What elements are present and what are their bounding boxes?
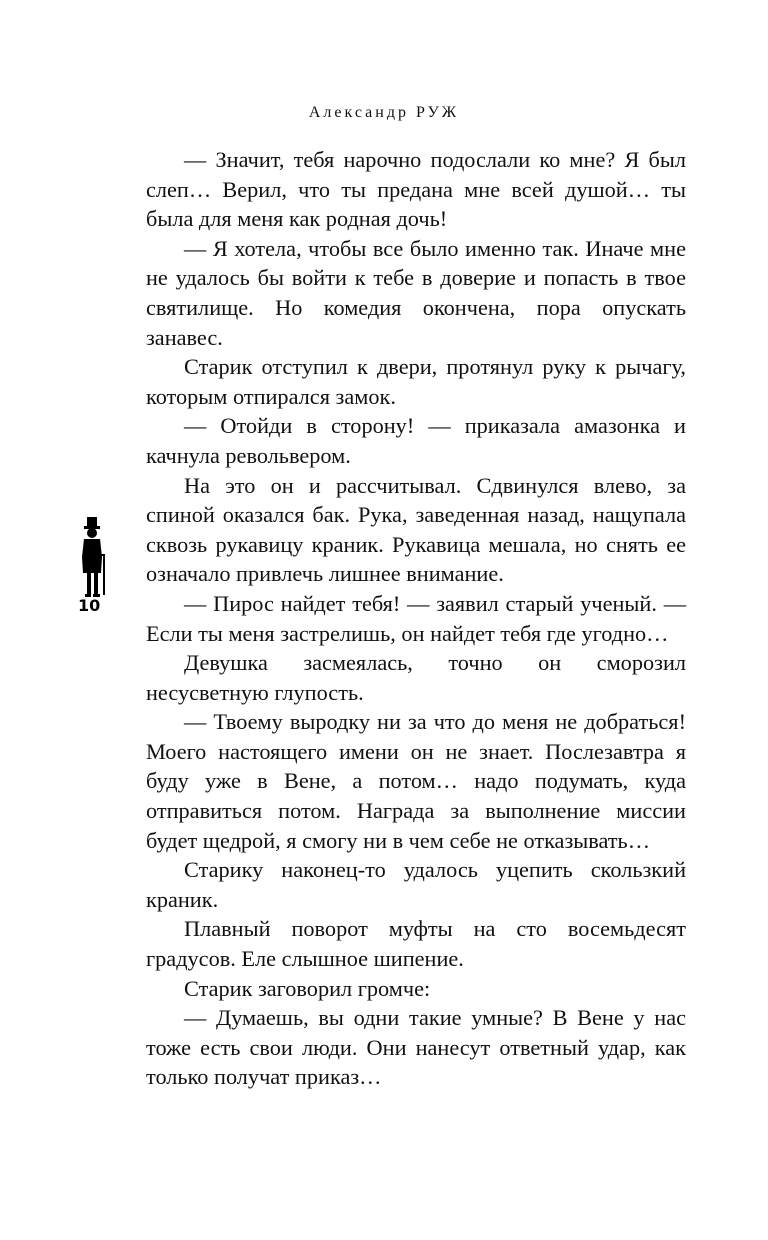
paragraph: Старик заговорил громче:	[184, 975, 431, 1001]
paragraph: — Отойди в сторону! — приказала амазонка и качнула револьвером.	[146, 413, 686, 468]
page-number: 10	[78, 596, 101, 615]
paragraph: — Твоему выродку ни за что до меня не добраться! Моего настоящего имени он не знает. Послезавтра я буду уже в Вене, а потом… надо подумать, куда отправиться потом. Награда за выполнение миссии будет щедрой, я смогу ни в чем себе не отказывать…	[146, 709, 686, 853]
paragraph: Девушка засмеялась, точно он сморозил несусветную глупость.	[146, 650, 686, 705]
paragraph: На это он и рассчитывал. Сдвинулся влево, за спиной оказался бак. Рука, заведенная назад, нащупала сквозь рукавицу краник. Рукавица мешала, но снять ее означало привлечь лишнее внимание.	[146, 472, 686, 587]
paragraph: — Значит, тебя нарочно подослали ко мне? Я был слеп… Верил, что ты предана мне всей душой… ты была для меня как родная дочь!	[146, 147, 686, 232]
paragraph: — Я хотела, чтобы все было именно так. Иначе мне не удалось бы войти к тебе в доверие и попасть в твое святилище. Но комедия окончена, пора опускать занавес.	[146, 235, 686, 350]
body-text	[146, 145, 686, 1092]
paragraph: — Пирос найдет тебя! — заявил старый ученый. — Если ты меня застрелишь, он найдет тебя где угодно…	[146, 590, 686, 646]
running-head: Александр РУЖ	[308, 104, 460, 121]
paragraph: Плавный поворот муфты на сто восемьдесят градусов. Еле слышное шипение.	[146, 916, 686, 972]
paragraph: Старик отступил к двери, протянул руку к рычагу, которым отпирался замок.	[146, 354, 686, 409]
paragraph: — Думаешь, вы одни такие умные? В Вене у нас тоже есть свои люди. Они нанесут ответный удар, как только получат приказ…	[146, 1005, 686, 1090]
paragraph: Старику наконец-то удалось уцепить скользкий краник.	[146, 857, 686, 912]
gentleman-silhouette-icon	[74, 517, 114, 597]
